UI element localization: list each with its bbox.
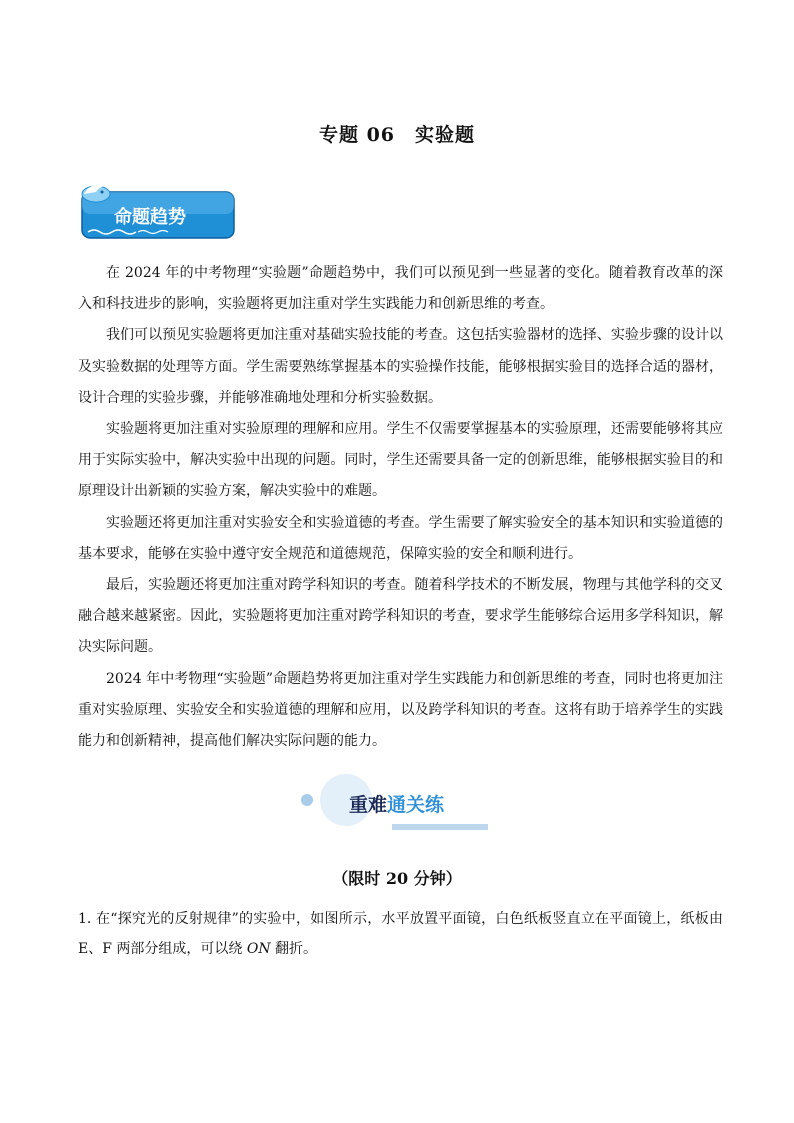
question-text-end: 翻折。 [270,941,318,957]
badge-label: 命题趋势 [114,207,186,228]
paragraph: 2024 年中考物理“实验题”命题趋势将更加注重对学生实践能力和创新思维的考查，同时也将更加注重对实验原理、实验安全和实验道德的理解和应用，以及跨学科知识的考查。这将有助于培养学生的实践能力和创新精神，提高他们解决实际问题的能力。 [78,670,723,750]
paragraph: 实验题将更加注重对实验原理的理解和应用。学生不仅需要掌握基本的实验原理，还需要能够将其应用于实际实验中，解决实验中出现的问题。同时，学生还需要具备一定的创新思维，能够根据实验目的和原理设计出新颖的实验方案，解决实验中的难题。 [78,421,723,500]
page-title: 专题 06 实验题 [318,124,476,146]
question-1 [78,904,723,964]
section-title-part2: 通关练 [387,794,445,816]
time-limit: （限时 20 分钟） [332,869,462,888]
dolphin-icon [82,185,110,202]
trend-paragraphs [78,258,723,757]
section-title-part1: 重难 [349,794,388,816]
question-text: 1. 在“探究光的反射规律”的实验中，如图所示，水平放置平面镜，白色纸板竖直立在平面镜上，纸板由 E、F 两部分组成，可以绕 [78,911,723,957]
section-title [349,790,444,817]
paragraph: 实验题还将更加注重对实验安全和实验道德的考查。学生需要了解实验安全的基本知识和实验道德的基本要求，能够在实验中遵守安全规范和道德规范，保障实验的安全和顺利进行。 [78,514,723,562]
paragraph: 最后，实验题还将更加注重对跨学科知识的考查。随着科学技术的不断发展，物理与其他学科的交叉融合越来越紧密。因此，实验题将更加注重对跨学科知识的考查，要求学生能够综合运用多学科知识，解决实际问题。 [78,577,723,656]
paragraph: 我们可以预见实验题将更加注重对基础实验技能的考查。这包括实验器材的选择、实验步骤的设计以及实验数据的处理等方面。学生需要熟练掌握基本的实验操作技能，能够根据实验目的选择合适的器材，设计合理的实验步骤，并能够准确地处理和分析实验数据。 [78,327,723,406]
question-italic: ON [246,941,271,957]
paragraph: 在 2024 年的中考物理“实验题”命题趋势中，我们可以预见到一些显著的变化。随着教育改革的深入和科技进步的影响，实验题将更加注重对学生实践能力和创新思维的考查。 [78,265,723,313]
